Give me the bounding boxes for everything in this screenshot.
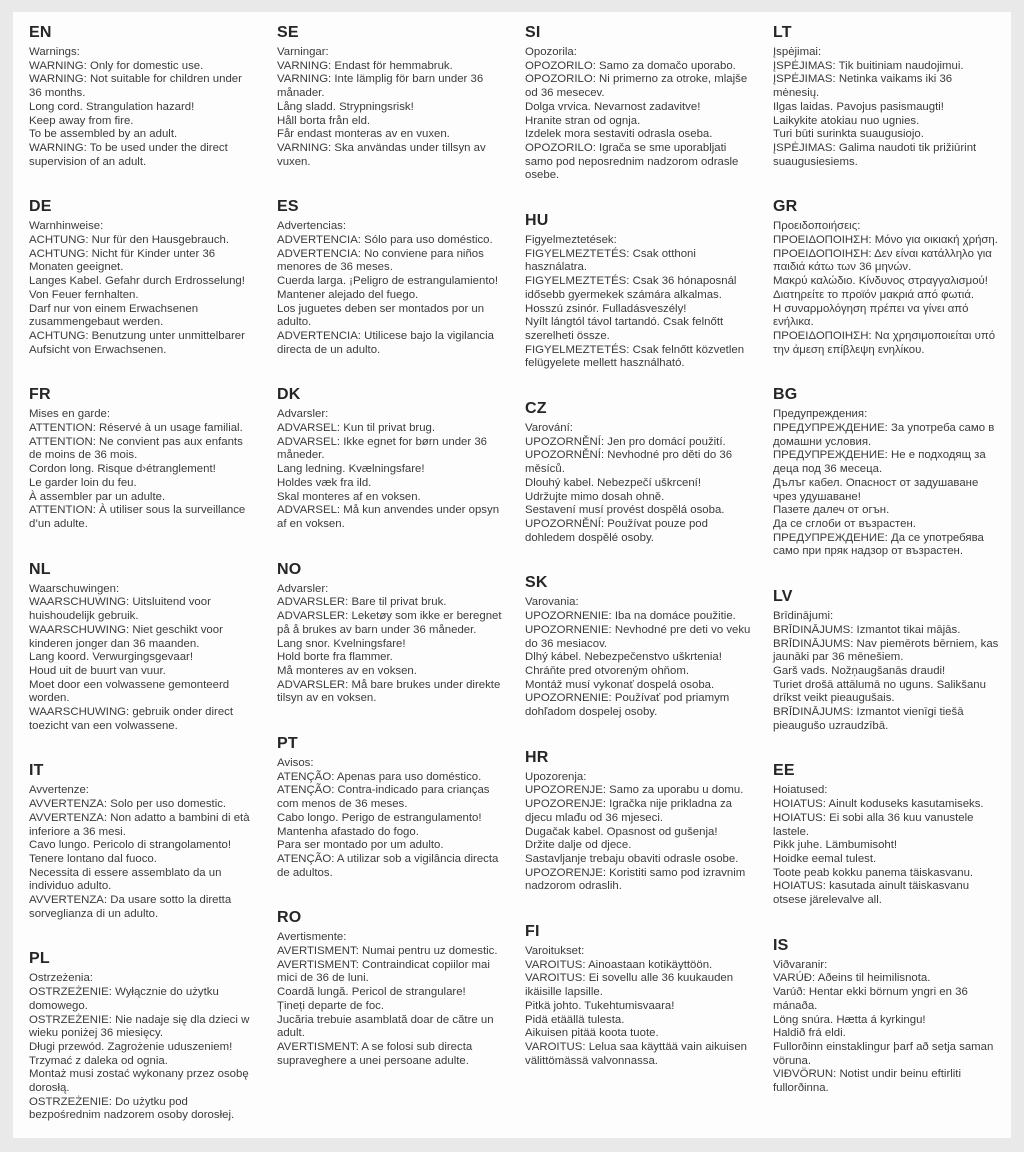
section-bg bbox=[773, 386, 1001, 559]
warning-line: Mises en garde: bbox=[29, 408, 111, 421]
warning-line: Holdes væk fra ild. bbox=[277, 476, 372, 489]
warning-line: Pidä etäällä tulesta. bbox=[525, 1013, 625, 1026]
section-gr bbox=[773, 198, 1001, 357]
language-code-fr: FR bbox=[29, 386, 51, 404]
language-code-gr: GR bbox=[773, 198, 798, 216]
warning-line: OPOZORILO: Samo za domačo uporabo. bbox=[525, 59, 736, 72]
warning-line: BRĪDINĀJUMS: Nav piemērots bērniem, kas jaunāki par 36 mēnešiem. bbox=[773, 637, 999, 664]
warning-line: Turi būti surinkta suaugusiojo. bbox=[773, 128, 924, 141]
warning-line: Sestavení musí provést dospělá osoba. bbox=[525, 504, 725, 517]
warning-line: Lång sladd. Strypningsrisk! bbox=[277, 100, 414, 113]
warning-line: Hoiatused: bbox=[773, 784, 828, 797]
warning-line: WAARSCHUWING: gebruik onder direct toezicht van een volwassene. bbox=[29, 706, 234, 732]
section-nl bbox=[29, 561, 257, 734]
warning-line: Viðvaranir: bbox=[773, 958, 828, 971]
section-sk bbox=[525, 574, 753, 719]
warning-line: ADVARSLER: Bare til privat bruk. bbox=[277, 596, 447, 609]
warning-line: UPOZORNĚNÍ: Používat pouze pod dohledem dospělé osoby. bbox=[525, 517, 708, 544]
warning-line: Udržujte mimo dosah ohně. bbox=[525, 490, 665, 503]
warning-line: Mantenha afastado do fogo. bbox=[277, 825, 419, 838]
warning-line: AVERTISMENT: Numai pentru uz domestic. bbox=[277, 945, 498, 958]
column-2 bbox=[277, 24, 505, 1152]
warning-line: Cavo lungo. Pericolo di strangolamento! bbox=[29, 839, 231, 852]
warning-line: ĮSPĖJIMAS: Galima naudoti tik prižiūrint suaugusiesiems. bbox=[773, 141, 977, 168]
warning-line: AVVERTENZA: Non adatto a bambini di età inferiore a 36 mesi. bbox=[29, 811, 250, 838]
warning-line: Skal monteres af en voksen. bbox=[277, 490, 421, 503]
warning-line: Mantener alejado del fuego. bbox=[277, 288, 419, 301]
language-code-no: NO bbox=[277, 560, 302, 578]
warning-line: Dlouhý kabel. Nebezpečí uškrcení! bbox=[525, 476, 702, 489]
warning-line: Пазете далеч от огън. bbox=[773, 504, 890, 517]
warning-line: Țineți departe de foc. bbox=[277, 999, 385, 1012]
warning-line: Houd uit de buurt van vuur. bbox=[29, 664, 166, 677]
warning-line: Προειδοποιήσεις: bbox=[773, 220, 861, 233]
warning-line: AVVERTENZA: Da usare sotto la diretta sorveglianza di un adulto. bbox=[29, 894, 232, 920]
warning-line: Må monteres av en voksen. bbox=[277, 664, 417, 677]
language-code-si: SI bbox=[525, 24, 541, 41]
section-en bbox=[29, 24, 257, 169]
warning-line: Дълъг кабел. Опасност от задушаване чрез удушаване! bbox=[773, 476, 979, 503]
warning-line: Fullorðinn einstaklingur þarf að setja saman vöruna. bbox=[773, 1040, 994, 1067]
warning-line: ПРЕДУПРЕЖДЕНИЕ: Не е подходящ за деца под 36 месеца. bbox=[773, 449, 986, 476]
warning-line: Avvertenze: bbox=[29, 784, 89, 797]
warning-line: ATTENTION: À utiliser sous la surveillance d’un adulte. bbox=[29, 504, 246, 530]
section-se bbox=[277, 24, 505, 169]
warning-line: Ostrzeżenia: bbox=[29, 972, 93, 985]
warning-line: Sastavljanje trebaju obaviti odrasle osobe. bbox=[525, 852, 739, 865]
warning-line: Hoidke eemal tulest. bbox=[773, 852, 877, 865]
language-code-it: IT bbox=[29, 762, 44, 780]
warning-line: ΠΡΟΕΙΔΟΠΟΙΗΣΗ: Δεν είναι κατάλληλο για παιδιά κάτω των 36 μηνών. bbox=[773, 247, 992, 274]
warning-line: Cuerda larga. ¡Peligro de estrangulamiento! bbox=[277, 275, 498, 288]
warnings-sheet bbox=[13, 12, 1011, 1138]
warning-line: Varovania: bbox=[525, 596, 579, 609]
language-code-cz: CZ bbox=[525, 400, 547, 418]
section-fi bbox=[525, 923, 753, 1068]
warning-line: Le garder loin du feu. bbox=[29, 476, 137, 489]
warning-line: Keep away from fire. bbox=[29, 114, 134, 127]
section-pt bbox=[277, 735, 505, 880]
language-code-en: EN bbox=[29, 24, 52, 41]
warning-line: ADVERTENCIA: No conviene para niños menores de 36 meses. bbox=[277, 247, 484, 274]
warning-line: Izdelek mora sestaviti odrasla oseba. bbox=[525, 128, 713, 141]
language-code-dk: DK bbox=[277, 386, 301, 404]
warning-line: AVVERTENZA: Solo per uso domestic. bbox=[29, 798, 227, 811]
section-is bbox=[773, 937, 1001, 1096]
warning-line: Η συναρμολόγηση πρέπει να γίνει από ενήλικα. bbox=[773, 302, 969, 329]
section-no bbox=[277, 561, 505, 706]
warning-line: Langes Kabel. Gefahr durch Erdrosselung! bbox=[29, 275, 245, 288]
section-de bbox=[29, 198, 257, 357]
warning-line: Įspėjimai: bbox=[773, 46, 822, 58]
section-cz bbox=[525, 400, 753, 545]
warning-line: VARNING: Inte lämplig för barn under 36 månader. bbox=[277, 73, 484, 100]
warning-line: Pikk juhe. Lämbumisoht! bbox=[773, 839, 898, 852]
warning-line: Cordon long. Risque d›étranglement! bbox=[29, 463, 216, 476]
warning-line: Trzymać z daleka od ognia. bbox=[29, 1054, 168, 1067]
warning-line: ADVARSEL: Kun til privat brug. bbox=[277, 422, 436, 435]
language-code-bg: BG bbox=[773, 386, 798, 404]
warning-line: Pitkä johto. Tukehtumisvaara! bbox=[525, 999, 675, 1012]
warning-line: Får endast monteras av en vuxen. bbox=[277, 128, 450, 141]
warning-line: UPOZORENJE: Samo za uporabu u domu. bbox=[525, 784, 744, 797]
warning-line: Tenere lontano dal fuoco. bbox=[29, 852, 157, 865]
language-code-pt: PT bbox=[277, 735, 298, 753]
warning-line: Ilgas laidas. Pavojus pasismaugti! bbox=[773, 100, 944, 113]
warning-line: OSTRZEŻENIE: Do użytku pod bezpośrednim nadzorem osoby dorosłej. bbox=[29, 1095, 235, 1122]
warning-line: Advertencias: bbox=[277, 220, 347, 233]
warning-line: BRĪDINĀJUMS: Izmantot vienīgi tiešā pieaugušo uzraudzībā. bbox=[773, 706, 964, 732]
warning-line: WAARSCHUWING: Uitsluitend voor huishoudelijk gebruik. bbox=[29, 596, 211, 623]
section-lv bbox=[773, 588, 1001, 733]
warning-line: Toote peab kokku panema täiskasvanu. bbox=[773, 866, 974, 879]
warning-line: Löng snúra. Hætta á kyrkingu! bbox=[773, 1013, 926, 1026]
warning-line: Varování: bbox=[525, 422, 573, 435]
warning-line: ПРЕДУПРЕЖДЕНИЕ: За употреба само в домашни условия. bbox=[773, 422, 995, 448]
language-code-ee: EE bbox=[773, 762, 795, 780]
warning-line: WAARSCHUWING: Niet geschikt voor kinderen jonger dan 36 maanden. bbox=[29, 623, 223, 650]
warning-line: ΠΡΟΕΙΔΟΠΟΙΗΣΗ: Να χρησιμοποιείται υπό την άμεση επίβλεψη ενηλίκου. bbox=[773, 329, 996, 356]
warning-line: Brīdinājumi: bbox=[773, 610, 834, 623]
warning-line: Да се сглоби от възрастен. bbox=[773, 517, 916, 530]
language-code-ro: RO bbox=[277, 909, 302, 927]
language-code-hr: HR bbox=[525, 748, 549, 766]
warning-line: Hranite stran od ognja. bbox=[525, 114, 641, 127]
warning-line: Jucăria trebuie asamblată doar de către un adult. bbox=[277, 1013, 494, 1040]
warning-line: Aikuisen pitää koota tuote. bbox=[525, 1027, 659, 1040]
warning-line: UPOZORNENIE: Iba na domáce použitie. bbox=[525, 610, 736, 623]
warning-line: Von Feuer fernhalten. bbox=[29, 288, 139, 301]
warning-line: Nyílt lángtól távol tartandó. Csak felnőtt szerelheti össze. bbox=[525, 316, 724, 342]
language-code-fi: FI bbox=[525, 923, 540, 941]
warning-line: UPOZORNĚNÍ: Jen pro domácí použití. bbox=[525, 435, 726, 448]
warning-line: Lang ledning. Kvælningsfare! bbox=[277, 463, 425, 476]
warning-line: FIGYELMEZTETÉS: Csak felnőtt közvetlen felügyelete mellett használható. bbox=[525, 343, 745, 370]
warning-line: Warnhinweise: bbox=[29, 220, 104, 233]
warning-line: FIGYELMEZTETÉS: Csak 36 hónaposnál idősebb gyermekek számára alkalmas. Hosszú zsinór. Fulladásveszély! bbox=[525, 275, 737, 315]
warning-line: Chráňte pred otvoreným ohňom. bbox=[525, 664, 689, 677]
warning-line: VAROITUS: Lelua saa käyttää vain aikuisen välittömässä valvonnassa. bbox=[525, 1040, 748, 1067]
warning-line: HOIATUS: Ainult koduseks kasutamiseks. bbox=[773, 798, 984, 811]
warning-line: Turiet drošā attālumā no uguns. Salikšanu drīkst veikt pieaugušais. bbox=[773, 678, 986, 705]
warning-line: Advarsler: bbox=[277, 408, 329, 421]
warning-line: ADVARSLER: Må bare brukes under direkte tilsyn av en voksen. bbox=[277, 678, 501, 705]
warning-line: Varoitukset: bbox=[525, 945, 585, 958]
warning-line: Držite dalje od djece. bbox=[525, 839, 632, 852]
warning-line: FIGYELMEZTETÉS: Csak otthoni használatra. bbox=[525, 247, 696, 274]
warning-line: Varningar: bbox=[277, 46, 329, 58]
warning-line: Warnings: bbox=[29, 46, 80, 58]
warning-line: Figyelmeztetések: bbox=[525, 234, 617, 247]
column-3 bbox=[525, 24, 753, 1152]
warning-line: Lang snor. Kvelningsfare! bbox=[277, 637, 406, 650]
section-si bbox=[525, 24, 753, 183]
warning-line: UPOZORNENIE: Nevhodné pre deti vo veku do 36 mesiacov. bbox=[525, 623, 751, 650]
language-code-se: SE bbox=[277, 24, 299, 41]
warning-line: WARNING: Not suitable for children under 36 months. bbox=[29, 73, 242, 100]
section-es bbox=[277, 198, 505, 357]
warning-line: WARNING: To be used under the direct supervision of an adult. bbox=[29, 141, 228, 168]
warning-line: Varúð: Hentar ekki börnum yngri en 36 mánaða. bbox=[773, 986, 968, 1012]
warning-line: UPOZORENJE: Igračka nije prikladna za djecu mlađu od 36 mjeseci. bbox=[525, 798, 733, 824]
warning-line: Upozorenja: bbox=[525, 770, 587, 783]
warning-line: Cabo longo. Perigo de estrangulamento! bbox=[277, 811, 482, 824]
warning-line: Coardă lungă. Pericol de strangulare! bbox=[277, 986, 466, 999]
warning-line: ΠΡΟΕΙΔΟΠΟΙΗΣΗ: Μόνο για οικιακή χρήση. bbox=[773, 234, 998, 247]
warning-line: ПРЕДУПРЕЖДЕНИЕ: Да се употребява само при пряк надзор от възрастен. bbox=[773, 531, 984, 558]
warning-line: Dlhý kábel. Nebezpečenstvo uškrtenia! bbox=[525, 651, 722, 664]
warning-line: Darf nur von einem Erwachsenen zusammengebaut werden. bbox=[29, 302, 199, 329]
warning-line: VAROITUS: Ei sovellu alle 36 kuukauden ikäisille lapsille. bbox=[525, 972, 734, 999]
warning-line: ADVARSEL: Ikke egnet for børn under 36 måneder. bbox=[277, 435, 487, 462]
language-code-hu: HU bbox=[525, 212, 549, 230]
warning-line: ACHTUNG: Benutzung unter unmittelbarer Aufsicht von Erwachsenen. bbox=[29, 329, 245, 356]
warning-line: HOIATUS: kasutada ainult täiskasvanu otsese järelevalve all. bbox=[773, 880, 970, 907]
columns-grid bbox=[29, 24, 1001, 1152]
warning-line: UPOZORNĚNÍ: Nevhodné pro děti do 36 měsíců. bbox=[525, 449, 733, 476]
warning-line: VARNING: Endast för hemmabruk. bbox=[277, 59, 453, 72]
warning-line: Long cord. Strangulation hazard! bbox=[29, 100, 195, 113]
warning-line: ATENÇÃO: Apenas para uso doméstico. bbox=[277, 770, 482, 783]
warning-line: Montaż musi zostać wykonany przez osobę dorosłą. bbox=[29, 1068, 249, 1095]
warning-line: Hold borte fra flammer. bbox=[277, 651, 393, 664]
warning-line: Dolga vrvica. Nevarnost zadavitve! bbox=[525, 100, 701, 113]
warning-line: ATTENTION: Ne convient pas aux enfants de moins de 36 mois. bbox=[29, 435, 243, 462]
warning-line: Advarsler: bbox=[277, 582, 329, 595]
section-it bbox=[29, 762, 257, 921]
warning-line: Laikykite atokiau nuo ugnies. bbox=[773, 114, 920, 127]
warning-line: OSTRZEŻENIE: Wyłącznie do użytku domowego. bbox=[29, 986, 219, 1012]
warning-line: ĮSPĖJIMAS: Tik buitiniam naudojimui. ĮSPĖJIMAS: Netinka vaikams iki 36 mėnesių. bbox=[773, 59, 964, 100]
warning-line: Długi przewód. Zagrożenie uduszeniem! bbox=[29, 1040, 233, 1053]
section-dk bbox=[277, 386, 505, 531]
section-ee bbox=[773, 762, 1001, 907]
warning-line: UPOZORENJE: Koristiti samo pod izravnim nadzorom odraslih. bbox=[525, 866, 746, 893]
warning-line: ADVARSLER: Leketøy som ikke er beregnet på å brukes av barn under 36 måneder. bbox=[277, 610, 502, 636]
warning-line: HOIATUS: Ei sobi alla 36 kuu vanustele lastele. bbox=[773, 811, 974, 838]
column-4 bbox=[773, 24, 1001, 1152]
warning-line: Opozorila: bbox=[525, 46, 577, 58]
language-code-lv: LV bbox=[773, 588, 793, 606]
warning-line: Para ser montado por um adulto. bbox=[277, 839, 444, 852]
section-lt bbox=[773, 24, 1001, 169]
warning-line: WARNING: Only for domestic use. bbox=[29, 59, 204, 72]
warning-line: VARÚÐ: Aðeins til heimilisnota. bbox=[773, 972, 931, 985]
warning-line: ACHTUNG: Nicht für Kinder unter 36 Monaten geeignet. bbox=[29, 247, 216, 274]
warning-line: Garš vads. Nožņaugšanās draudi! bbox=[773, 664, 946, 677]
column-1 bbox=[29, 24, 257, 1152]
warning-line: Dugačak kabel. Opasnost od gušenja! bbox=[525, 825, 718, 838]
warning-line: OSTRZEŻENIE: Nie nadaje się dla dzieci w wieku poniżej 36 miesięcy. bbox=[29, 1013, 250, 1040]
warning-line: Avisos: bbox=[277, 757, 314, 770]
warning-line: Moet door een volwassene gemonteerd worden. bbox=[29, 678, 230, 705]
warning-line: Håll borta från eld. bbox=[277, 114, 371, 127]
warning-line: BRĪDINĀJUMS: Izmantot tikai mājās. bbox=[773, 623, 961, 636]
warning-line: VARNING: Ska användas under tillsyn av vuxen. bbox=[277, 141, 486, 168]
warning-line: Los juguetes deben ser montados por un adulto. bbox=[277, 302, 485, 329]
warning-line: To be assembled by an adult. bbox=[29, 128, 178, 141]
section-hr bbox=[525, 749, 753, 894]
warning-line: ACHTUNG: Nur für den Hausgebrauch. bbox=[29, 234, 230, 247]
language-code-is: IS bbox=[773, 936, 789, 954]
language-code-lt: LT bbox=[773, 24, 792, 41]
warning-line: ATENÇÃO: A utilizar sob a vigilância directa de adultos. bbox=[277, 852, 499, 879]
warning-line: UPOZORNENIE: Používať pod priamym dohľadom dospelej osoby. bbox=[525, 692, 730, 719]
section-pl bbox=[29, 950, 257, 1123]
warning-line: VAROITUS: Ainoastaan kotikäyttöön. bbox=[525, 958, 713, 971]
language-code-de: DE bbox=[29, 198, 52, 216]
warning-line: Lang koord. Verwurgingsgevaar! bbox=[29, 651, 194, 664]
warning-line: ADVERTENCIA: Sólo para uso doméstico. bbox=[277, 234, 493, 247]
warning-line: AVERTISMENT: A se folosi sub directa supraveghere a unei persoane adulte. bbox=[277, 1040, 473, 1067]
warning-line: ATTENTION: Réservé à un usage familial. bbox=[29, 422, 243, 435]
warning-line: ADVARSEL: Må kun anvendes under opsyn af en voksen. bbox=[277, 504, 500, 530]
section-fr bbox=[29, 386, 257, 531]
warning-line: VIÐVÖRUN: Notist undir beinu eftirliti fullorðinna. bbox=[773, 1068, 962, 1095]
language-code-pl: PL bbox=[29, 950, 50, 968]
warning-line: Avertismente: bbox=[277, 931, 347, 944]
warning-line: Διατηρείτε το προϊόν μακριά από φωτιά. bbox=[773, 288, 975, 301]
warning-line: Haldið frá eldi. bbox=[773, 1027, 846, 1040]
warning-line: À assembler par un adulte. bbox=[29, 490, 166, 503]
warning-line: OPOZORILO: Igrača se sme uporabljati samo pod neposrednim nadzorom odrasle osebe. bbox=[525, 141, 739, 182]
warning-line: AVERTISMENT: Contraindicat copiilor mai mici de 36 de luni. bbox=[277, 958, 490, 985]
language-code-nl: NL bbox=[29, 560, 51, 578]
warning-line: OPOZORILO: Ni primerno za otroke, mlajše od 36 mesecev. bbox=[525, 73, 748, 100]
warning-line: Waarschuwingen: bbox=[29, 582, 120, 595]
warning-line: ADVERTENCIA: Utilicese bajo la vigilancia directa de un adulto. bbox=[277, 329, 494, 356]
warning-line: Montáž musí vykonať dospelá osoba. bbox=[525, 678, 715, 691]
language-code-sk: SK bbox=[525, 574, 548, 592]
language-code-es: ES bbox=[277, 198, 299, 216]
section-ro bbox=[277, 909, 505, 1068]
warning-line: ATENÇÃO: Contra-indicado para crianças com menos de 36 meses. bbox=[277, 784, 490, 811]
warning-line: Necessita di essere assemblato da un individuo adulto. bbox=[29, 866, 222, 893]
section-hu bbox=[525, 212, 753, 371]
warning-line: Предупреждения: bbox=[773, 408, 868, 421]
warning-line: Μακρύ καλώδιο. Κίνδυνος στραγγαλισμού! bbox=[773, 275, 988, 288]
